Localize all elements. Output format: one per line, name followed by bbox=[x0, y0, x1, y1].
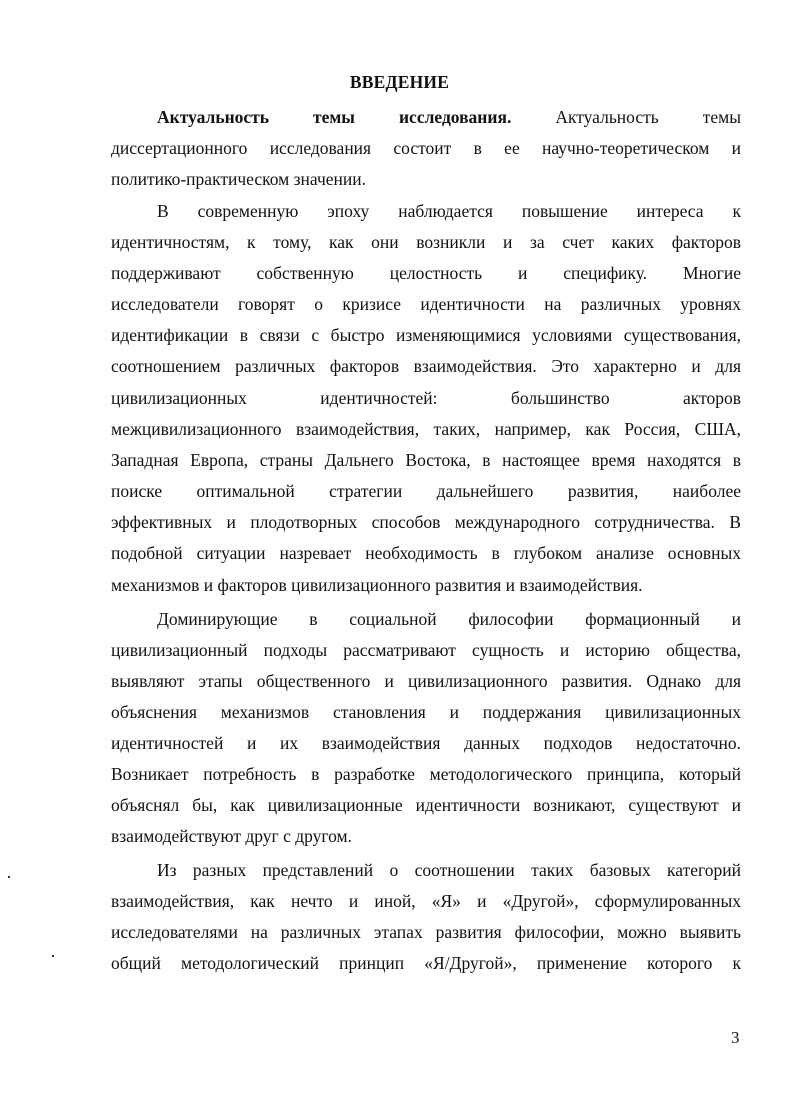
paragraph-4-line: взаимодействия, как нечто и иной, «Я» и «Другой», сформулированных bbox=[111, 891, 741, 911]
paragraph-2-line: межцивилизационного взаимодействия, таких, например, как Россия, США, bbox=[111, 419, 741, 439]
paragraph-4-line: общий методологический принцип «Я/Другой», применение которого к bbox=[111, 953, 741, 973]
scan-artifact-dot bbox=[52, 955, 54, 957]
paragraph-2-line: идентификации в связи с быстро изменяющимися условиями существования, bbox=[111, 325, 741, 345]
paragraph-2-line: подобной ситуации назревает необходимость в глубоком анализе основных bbox=[111, 543, 741, 563]
paragraph-4-line: Из разных представлений о соотношении таких базовых категорий bbox=[157, 860, 741, 880]
paragraph-1-line-1 bbox=[157, 105, 741, 129]
paragraph-3-line: Доминирующие в социальной философии формационный и bbox=[157, 609, 741, 629]
paragraph-2-line: соотношением различных факторов взаимодействия. Это характерно и для bbox=[111, 356, 741, 376]
paragraph-4-line: исследователями на различных этапах развития философии, можно выявить bbox=[111, 922, 741, 942]
paragraph-3-line: Возникает потребность в разработке методологического принципа, который bbox=[111, 764, 741, 784]
paragraph-2-line: В современную эпоху наблюдается повышение интереса к bbox=[157, 201, 741, 221]
paragraph-2-line: поддерживают собственную целостность и специфику. Многие bbox=[111, 263, 741, 283]
paragraph-3-line: объяснения механизмов становления и поддержания цивилизационных bbox=[111, 702, 741, 722]
paragraph-3-line: выявляют этапы общественного и цивилизационного развития. Однако для bbox=[111, 671, 741, 691]
bold-lead: Актуальность темы исследования. bbox=[157, 107, 512, 127]
section-heading: ВВЕДЕНИЕ bbox=[349, 72, 450, 92]
paragraph-3-line: идентичностей и их взаимодействия данных подходов недостаточно. bbox=[111, 733, 741, 753]
paragraph-1-line-3: политико-практическом значении. bbox=[111, 169, 366, 189]
paragraph-2-line: механизмов и факторов цивилизационного развития и взаимодействия. bbox=[111, 575, 643, 595]
paragraph-3-line: взаимодействуют друг с другом. bbox=[111, 826, 353, 846]
paragraph-3-line: объяснял бы, как цивилизационные идентичности возникают, существуют и bbox=[111, 795, 741, 815]
paragraph-2-line: Западная Европа, страны Дальнего Востока, в настоящее время находятся в bbox=[111, 450, 741, 470]
paragraph-1-line-2: диссертационного исследования состоит в ее научно-теоретическом и bbox=[111, 138, 741, 158]
paragraph-2-line: поиске оптимальной стратегии дальнейшего развития, наиболее bbox=[111, 481, 741, 501]
paragraph-2-line: цивилизационных идентичностей: большинство акторов bbox=[111, 388, 741, 408]
line-rest: Актуальность темы bbox=[555, 107, 741, 127]
page-number: 3 bbox=[731, 1028, 740, 1047]
paragraph-2-line: исследователи говорят о кризисе идентичности на различных уровнях bbox=[111, 294, 741, 314]
scan-artifact-dot bbox=[8, 876, 10, 878]
paragraph-2-line: эффективных и плодотворных способов международного сотрудничества. В bbox=[111, 512, 741, 532]
paragraph-2-line: идентичностям, к тому, как они возникли и за счет каких факторов bbox=[111, 232, 741, 252]
paragraph-3-line: цивилизационный подходы рассматривают сущность и историю общества, bbox=[111, 640, 741, 660]
